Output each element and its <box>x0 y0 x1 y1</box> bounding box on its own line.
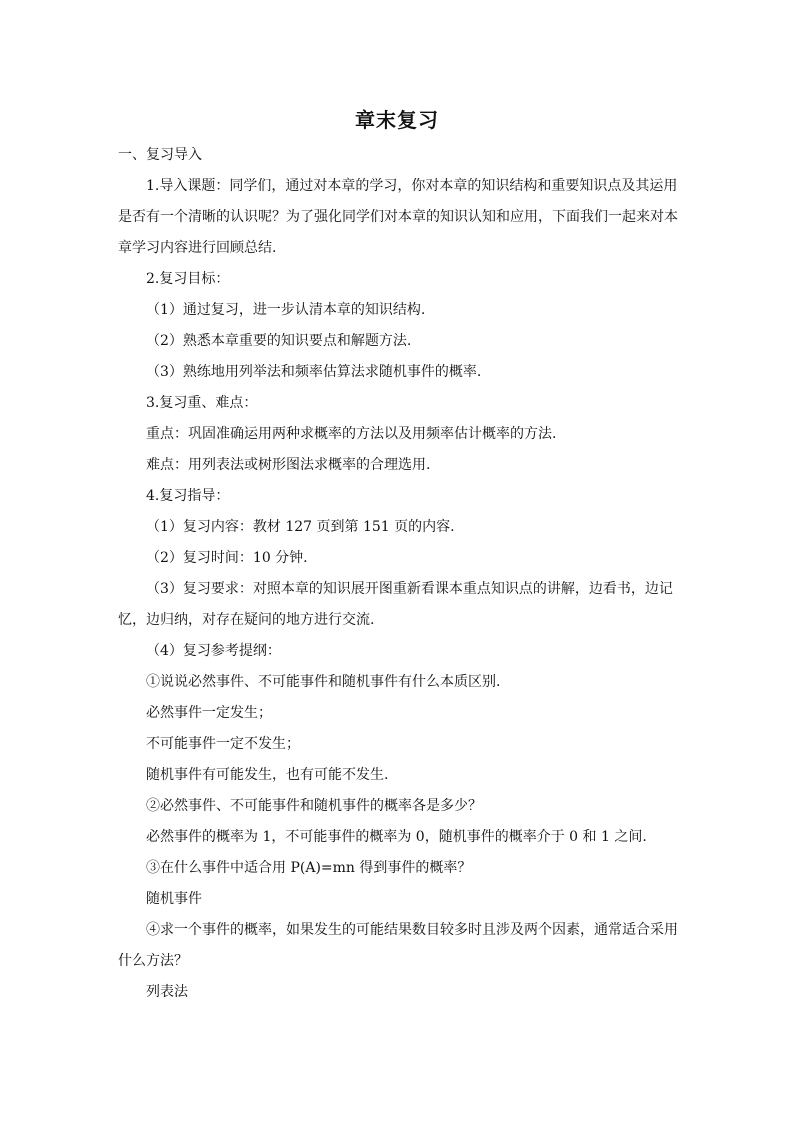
paragraph-line: 重点：巩固准确运用两种求概率的方法以及用频率估计概率的方法. <box>146 426 557 442</box>
paragraph-line: 2.复习目标： <box>146 271 230 287</box>
paragraph-line: （1）通过复习，进一步认清本章的知识结构. <box>146 302 426 318</box>
page-title: 章末复习 <box>355 108 439 132</box>
paragraph-line: ③在什么事件中适合用 P(A)=mn 得到事件的概率？ <box>146 860 472 876</box>
paragraph-line: 章学习内容进行回顾总结. <box>118 240 277 256</box>
paragraph-line: （1）复习内容：教材 127 页到第 151 页的内容. <box>146 519 455 535</box>
paragraph-line: （2）熟悉本章重要的知识要点和解题方法. <box>146 333 412 349</box>
paragraph-line: ①说说必然事件、不可能事件和随机事件有什么本质区别. <box>146 674 501 690</box>
paragraph-line: （2）复习时间：10 分钟. <box>146 550 308 566</box>
paragraph-line: 必然事件的概率为 1，不可能事件的概率为 0，随机事件的概率介于 0 和 1 之间. <box>146 829 647 845</box>
paragraph-line: 4.复习指导： <box>146 488 230 504</box>
paragraph-line: ④求一个事件的概率，如果发生的可能结果数目较多时且涉及两个因素，通常适合采用 <box>146 922 678 938</box>
paragraph-line: 不可能事件一定不发生； <box>146 736 300 752</box>
paragraph-line: 必然事件一定发生； <box>146 705 272 721</box>
paragraph-line: （4）复习参考提纲： <box>146 643 281 659</box>
paragraph-line: 列表法 <box>146 984 188 1000</box>
section-heading: 一、复习导入 <box>118 147 202 163</box>
paragraph-line: 3.复习重、难点： <box>146 395 258 411</box>
paragraph-line: 随机事件 <box>146 891 202 907</box>
paragraph-line: 是否有一个清晰的认识呢？为了强化同学们对本章的知识认知和应用，下面我们一起来对本 <box>118 209 678 225</box>
paragraph-line: ②必然事件、不可能事件和随机事件的概率各是多少？ <box>146 798 482 814</box>
paragraph-line: （3）熟练地用列举法和频率估算法求随机事件的概率. <box>146 364 482 380</box>
paragraph-line: 随机事件有可能发生，也有可能不发生. <box>146 767 389 783</box>
paragraph-line: 什么方法？ <box>118 953 188 969</box>
paragraph-line: 忆，边归纳，对存在疑问的地方进行交流. <box>118 612 375 628</box>
paragraph-line: 1.导入课题：同学们，通过对本章的学习，你对本章的知识结构和重要知识点及其运用 <box>146 178 678 194</box>
paragraph-line: 难点：用列表法或树形图法求概率的合理选用. <box>146 457 431 473</box>
paragraph-line: （3）复习要求：对照本章的知识展开图重新看课本重点知识点的讲解，边看书，边记 <box>146 581 673 597</box>
